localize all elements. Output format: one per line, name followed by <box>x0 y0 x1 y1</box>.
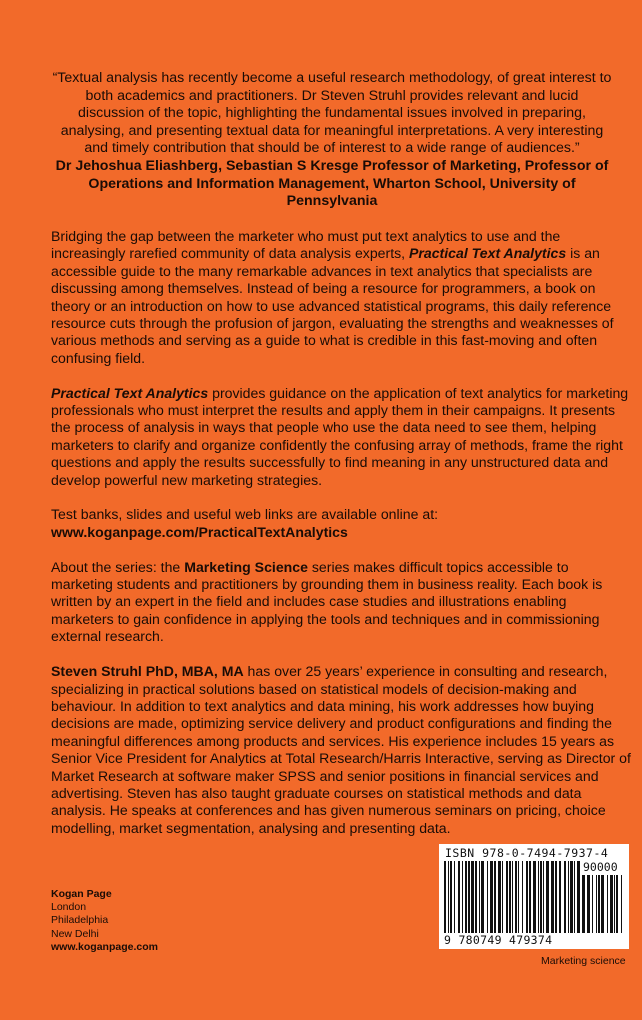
quote-text: “Textual analysis has recently become a useful research methodology, of great interest to both academics and practitioners. Dr Steven Struhl provides relevant and lucid discussion of the topic, highlighting the fundamental issues involved in preparing, analysing, and presenting textual data for meaningful interpretations. A very interesting and timely contribution that should be of interest to a wide range of audiences.” <box>52 70 612 157</box>
barcode-addon-bars-icon <box>582 875 624 933</box>
series-before: About the series: the <box>51 558 185 575</box>
online-text: Test banks, slides and useful web links are available online at: <box>51 506 439 523</box>
paragraph-series <box>51 559 631 646</box>
book-title-inline-2: Practical Text Analytics <box>51 384 209 401</box>
paragraph-online <box>51 506 631 541</box>
online-url-link[interactable]: www.koganpage.com/PracticalTextAnalytics <box>51 523 348 540</box>
para1-after: is an accessible guide to the many remarkable advances in text analytics that specialists are discussing among themselves. Instead of being a resource for programmers, a book on theory or an introduction on how to use advanced statistical programs, this daily reference resource cuts through the profusion of jargon, evaluating the strengths and weaknesses of various methods and serving as a guide to what is credible in this fast-moving and often confusing field. <box>51 245 614 366</box>
author-name: Steven Struhl PhD, MBA, MA <box>51 663 244 680</box>
quote-attribution: Dr Jehoshua Eliashberg, Sebastian S Kresge Professor of Marketing, Professor of Operations and Information Management, Wharton School, University of Pennsylvania <box>55 157 609 210</box>
isbn-barcode <box>439 844 629 949</box>
para1-before: Bridging the gap between the marketer who must put text analytics to use and the increasingly rarefied community of data analysis experts, <box>51 228 561 262</box>
series-label: Marketing science <box>541 955 626 967</box>
author-bio: has over 25 years’ experience in consulting and research, specializing in practical solutions based on statistical models of decision-making and behaviour. In addition to text analytics and data mining, his work addresses how buying decisions are made, optimizing service delivery and product configurations and finding the meaningful differences among products and services. His experience includes 15 years as Senior Vice President for Analytics at Total Research/Harris Interactive, serving as Director of Market Research at software maker SPSS and senior positions in financial services and advertising. Steven has also taught graduate courses on statistical methods and data analysis. He speaks at conferences and has given numerous seminars on pricing, choice modelling, market segmentation, analysing and presenting data. <box>51 663 631 836</box>
barcode-bars-icon <box>444 861 580 933</box>
barcode-addon-digits: 90000 <box>583 860 618 874</box>
publisher-city: London <box>51 901 87 914</box>
paragraph-guidance <box>51 385 631 489</box>
para2-after: provides guidance on the application of text analytics for marketing professionals who must interpret the results and apply them in their campaigns. It presents the process of analysis in ways that people who use the data need to see them, helping marketers to clarify and organize confidently the confusing array of methods, frame the right questions and apply the results successfully to find meaning in any unstructured data and develop powerful new marketing strategies. <box>51 384 629 488</box>
publisher-url[interactable]: www.koganpage.com <box>51 940 158 953</box>
publisher-city: Philadelphia <box>51 914 109 927</box>
publisher-name: Kogan Page <box>51 888 112 900</box>
blurb-body <box>51 228 631 855</box>
barcode-digits: 9 780749 479374 <box>444 933 553 947</box>
book-title-inline: Practical Text Analytics <box>409 245 567 262</box>
publisher-city: New Delhi <box>51 927 99 940</box>
paragraph-intro <box>51 228 631 367</box>
series-name: Marketing Science <box>184 558 308 575</box>
series-after: series makes difficult topics accessible to marketing students and practitioners by grounding them in business reality. Each book is written by an expert in the field and includes case studies and illustrations enabling marketers to gain confidence in applying the tools and techniques and in commissioning external research. <box>51 558 603 645</box>
publisher-block <box>51 888 158 954</box>
review-quote <box>52 70 612 211</box>
paragraph-author <box>51 663 631 837</box>
isbn-label: ISBN 978-0-7494-7937-4 <box>445 846 609 860</box>
